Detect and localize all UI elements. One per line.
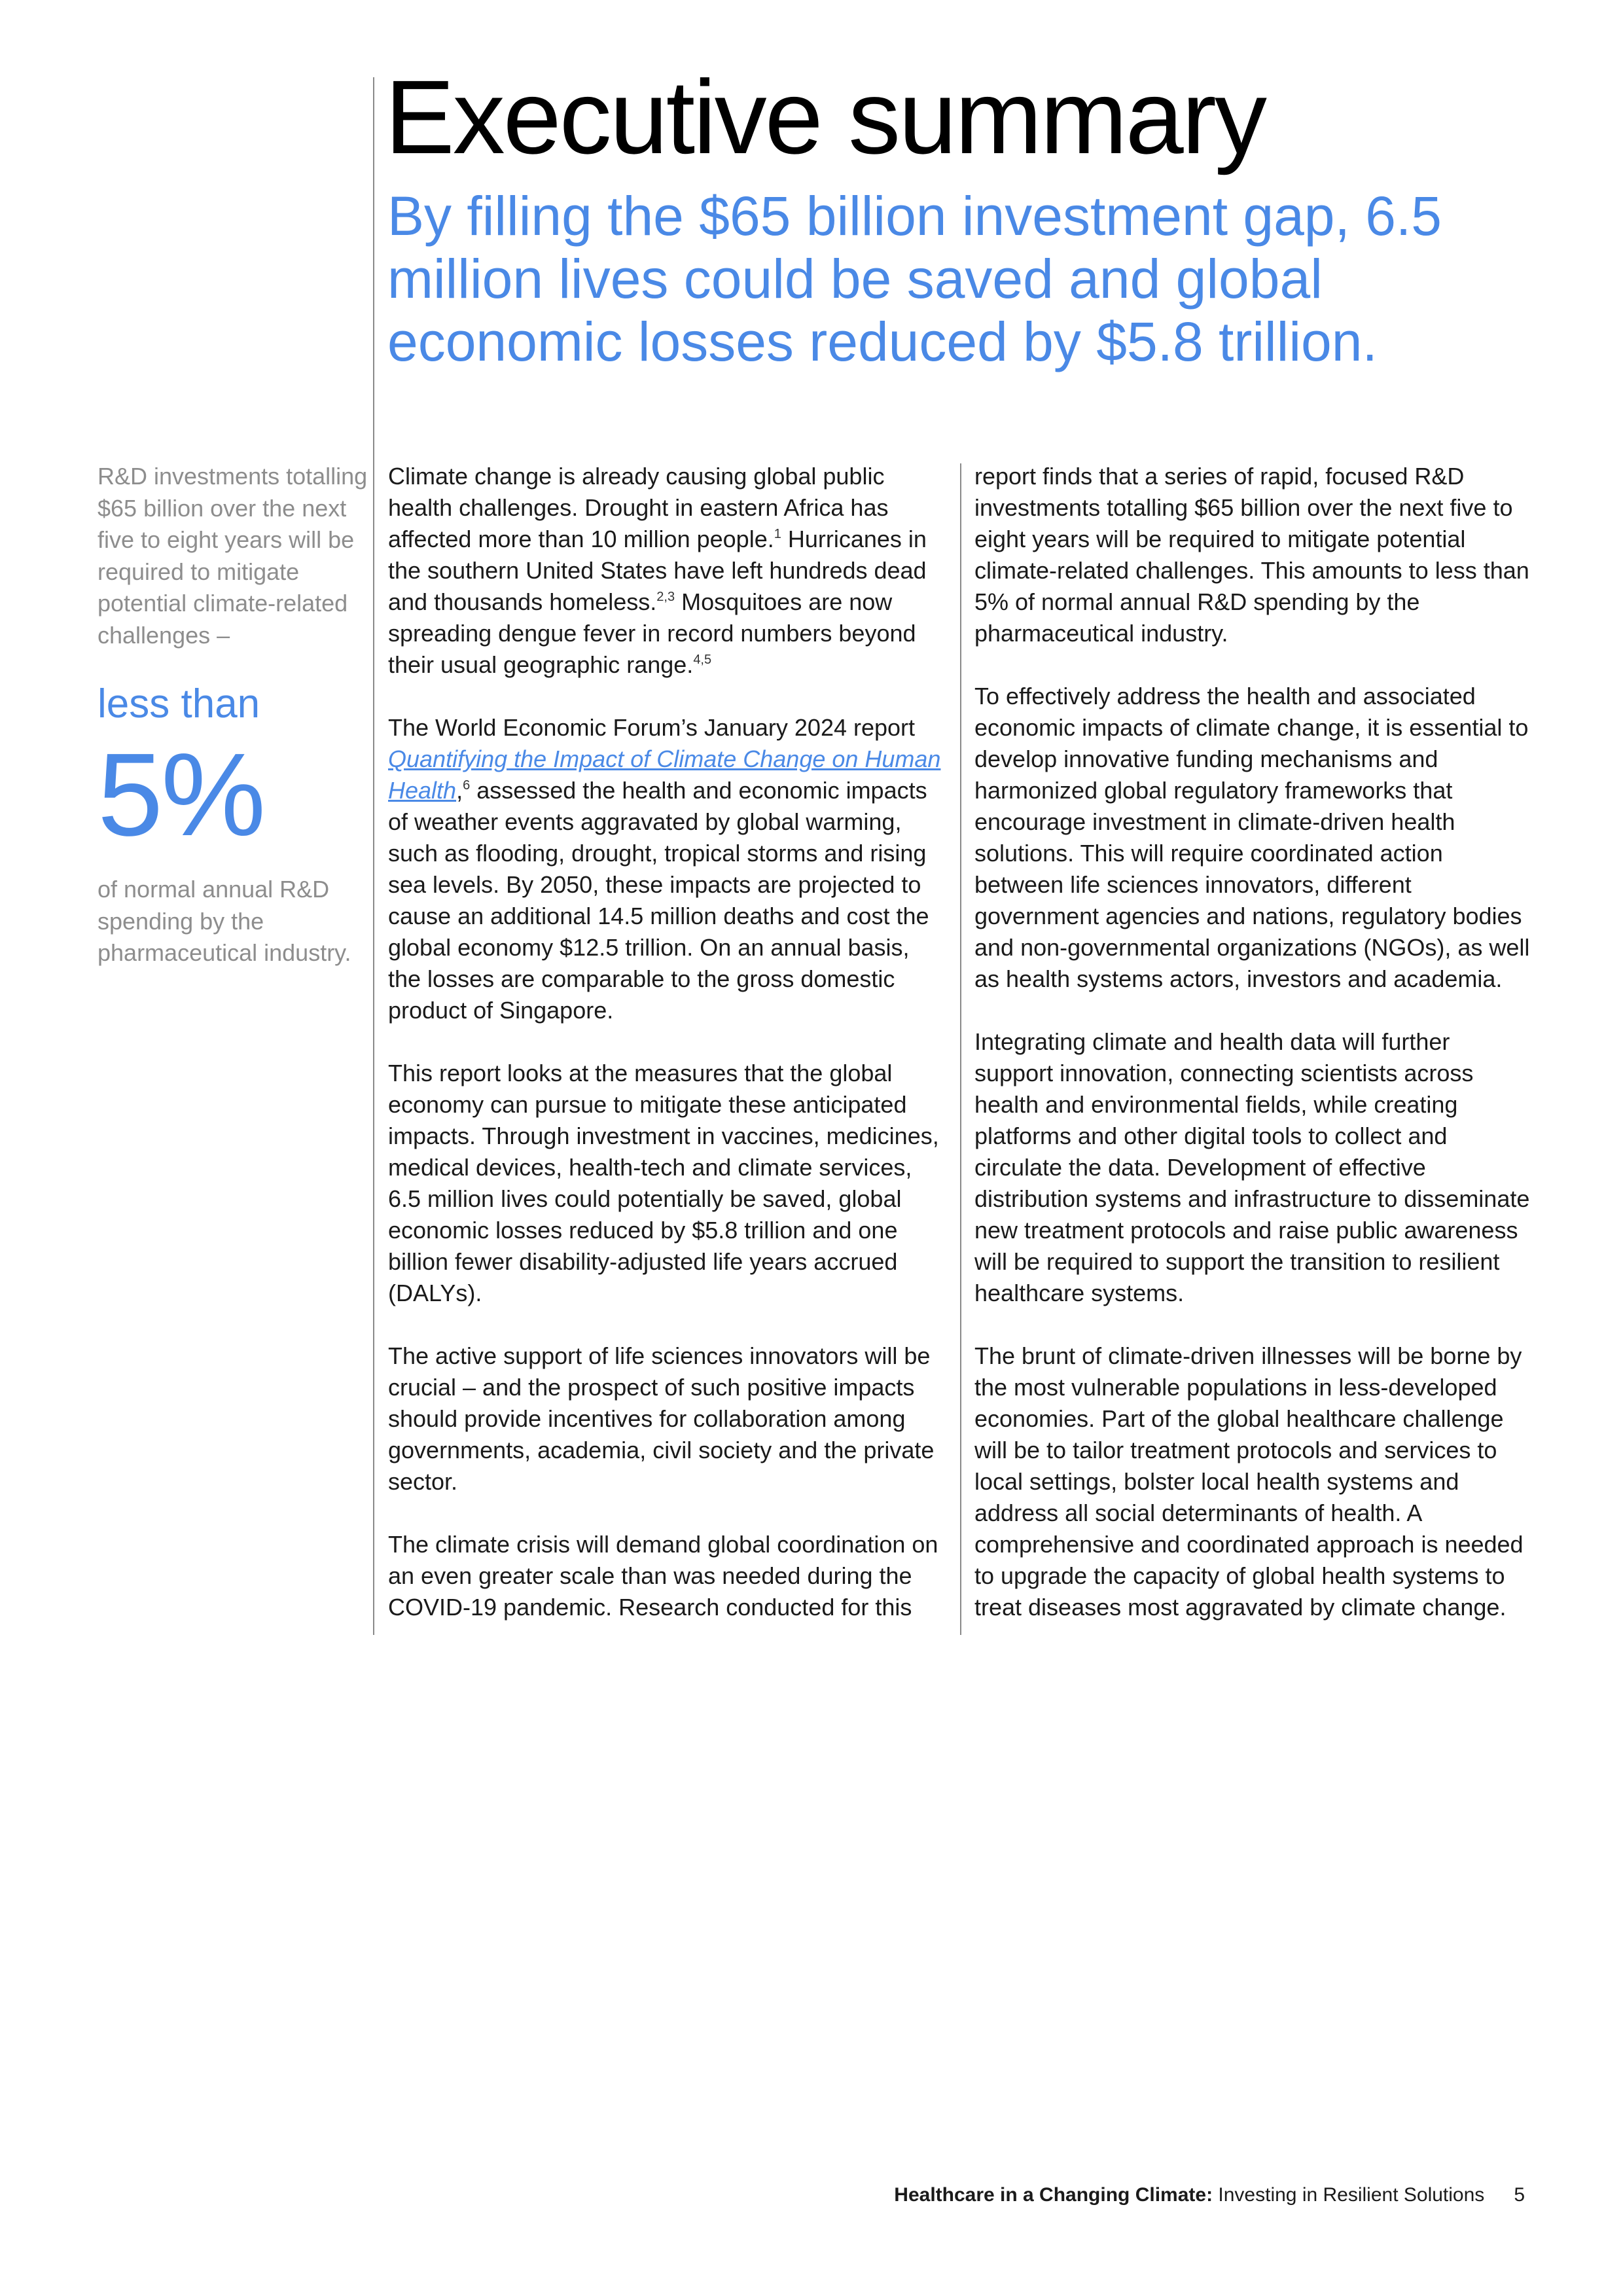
- footnote-ref-6: 6: [463, 778, 471, 793]
- paragraph-5-continued: report finds that a series of rapid, focused R&D investments totalling $65 billion over the next five to eight years will be required to mitigate potential climate-related challenges. This amounts to less than 5% of normal annual R&D spending by the pharmaceutical industry.: [974, 463, 1529, 647]
- paragraph-4: The active support of life sciences innovators will be crucial – and the prospect of such positive impacts should provide incentives for collaboration among governments, academia, civil society and the private sector.: [388, 1342, 935, 1495]
- footer-report-subtitle: Investing in Resilient Solutions: [1213, 2184, 1485, 2206]
- body-column-2: [974, 461, 1534, 1655]
- title-rule: [373, 77, 374, 1635]
- paragraph-1-text-b: Hurricanes in the southern United States have left hundreds dead and thousands homeless.: [388, 526, 927, 615]
- sidebar-caption: of normal annual R&D spending by the pharmaceutical industry.: [98, 876, 351, 966]
- paragraph-1: [388, 461, 948, 681]
- sidebar-stat: 5%: [98, 729, 264, 861]
- sidebar-intro: R&D investments totalling $65 billion over the next five to eight years will be required to mitigate potential climate-related challenges –: [98, 463, 368, 649]
- page-subtitle: By filling the $65 billion investment gap, 6.5 million lives could be saved and global economic losses reduced by $5.8 trillion.: [387, 185, 1442, 372]
- footnote-ref-4-5: 4,5: [693, 653, 712, 667]
- column-rule: [960, 463, 961, 1635]
- footer-report-title: Healthcare in a Changing Climate:: [894, 2184, 1213, 2206]
- sidebar-callout: [98, 461, 369, 969]
- report-link[interactable]: Quantifying the Impact of Climate Change on Human Health: [388, 745, 941, 804]
- page-title: Executive summary: [385, 58, 1265, 175]
- paragraph-6: To effectively address the health and associated economic impacts of climate change, it is essential to develop innovative funding mechanisms and harmonized global regulatory frameworks that encourage investment in climate-driven health solutions. This will require coordinated action between life sciences innovators, different government agencies and nations, regulatory bodies and non-governmental organizations (NGOs), as well as health systems actors, investors and academia.: [974, 683, 1530, 992]
- page-footer: [894, 2184, 1525, 2206]
- paragraph-8: The brunt of climate-driven illnesses will be borne by the most vulnerable populations in less-developed economies. Part of the global healthcare challenge will be to tailor treatment protocols and services to local settings, bolster local health systems and address all social determinants of health. A comprehensive and coordinated approach is needed to upgrade the capacity of global health systems to treat diseases most aggravated by climate change.: [974, 1342, 1524, 1621]
- footnote-ref-1: 1: [774, 527, 781, 541]
- paragraph-7: Integrating climate and health data will further support innovation, connecting scientists across health and environmental fields, while creating platforms and other digital tools to collect and circulate the data. Development of effective distribution systems and infrastructure to disseminate new treatment protocols and raise public awareness will be required to support the transition to resilient healthcare systems.: [974, 1028, 1530, 1306]
- paragraph-5: The climate crisis will demand global coordination on an even greater scale than was needed during the COVID-19 pandemic. Research conducted for this: [388, 1531, 938, 1621]
- page-number: 5: [1514, 2184, 1525, 2206]
- paragraph-2-text-b: assessed the health and economic impacts of weather events aggravated by global warming, such as flooding, drought, tropical storms and rising sea levels. By 2050, these impacts are projected to cause an additional 14.5 million deaths and cost the global economy $12.5 trillion. On an annual basis, the losses are comparable to the gross domestic product of Singapore.: [388, 777, 929, 1024]
- paragraph-1-text-c: Mosquitoes are now spreading dengue fever in record numbers beyond their usual geographic range.: [388, 588, 916, 678]
- sidebar-less-than: less than: [98, 681, 260, 726]
- body-column-1: [388, 461, 948, 1655]
- paragraph-2-text-a: The World Economic Forum’s January 2024 report: [388, 714, 916, 741]
- paragraph-3: This report looks at the measures that the global economy can pursue to mitigate these anticipated impacts. Through investment in vaccines, medicines, medical devices, health-tech and climate services, 6.5 million lives could potentially be saved, global economic losses reduced by $5.8 trillion and one billion fewer disability-adjusted life years accrued (DALYs).: [388, 1060, 939, 1306]
- paragraph-2: The World Economic Forum’s January 2024 report Quantifying the Impact of Climate Change on Human Health,$^6$ assessed the health and economic impacts of weather events aggravated by global warming, such as flooding, drought, tropical storms and rising sea levels. By 2050, these impacts are projected to cause an additional 14.5 million deaths and cost the global economy $12.5 trillion. On an annual basis, the losses are comparable to the gross domestic product of Singapore.: [388, 714, 941, 1024]
- paragraph-1-text-a: Climate change is already causing global public health challenges. Drought in eastern Africa has affected more than 10 million people.: [388, 463, 889, 552]
- footnote-ref-2-3: 2,3: [656, 590, 675, 604]
